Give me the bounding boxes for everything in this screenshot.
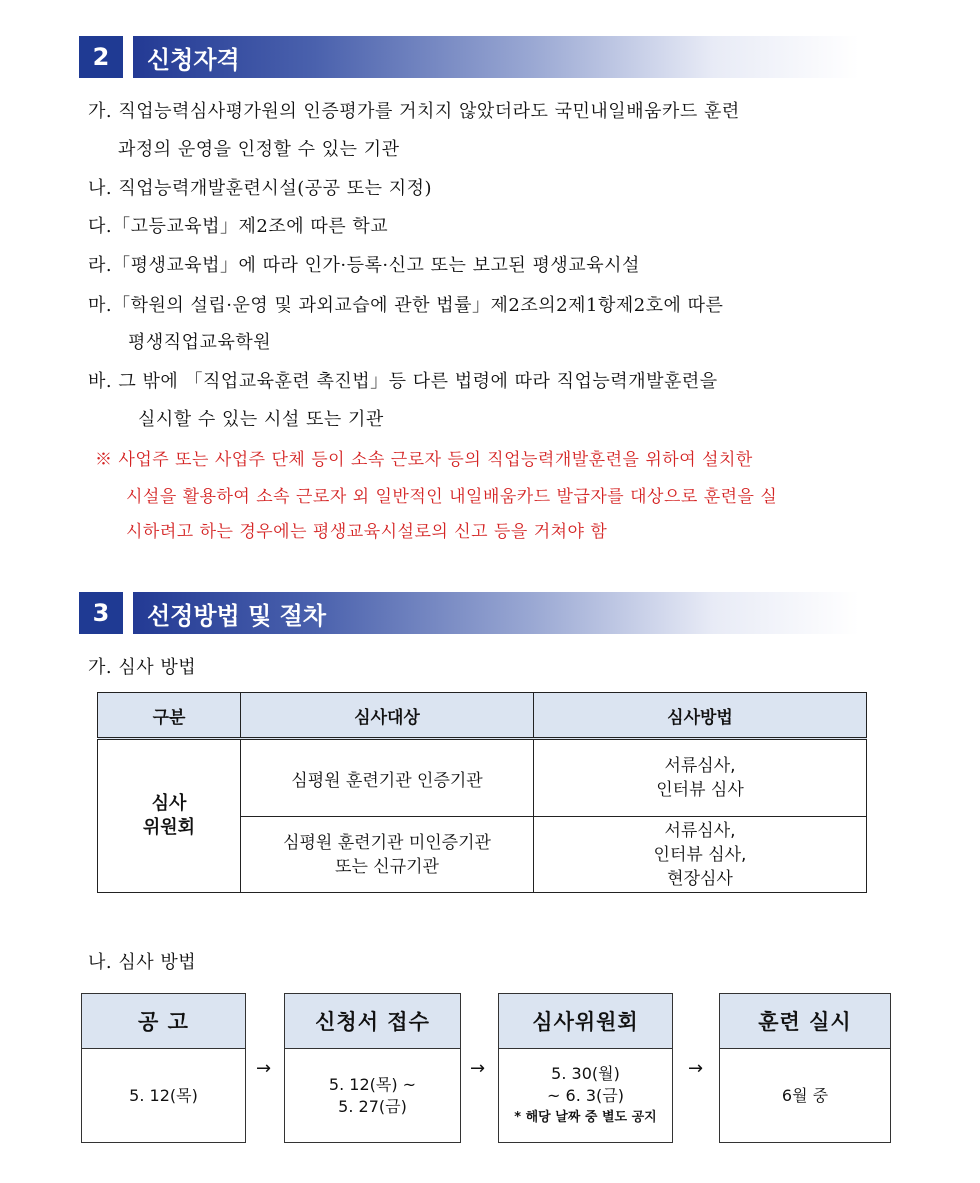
eligibility-item: 라.「평생교육법」에 따라 인가·등록·신고 또는 보고된 평생교육시설 <box>88 255 640 276</box>
flow-step-body <box>82 1049 245 1143</box>
flow-step-body <box>720 1049 890 1143</box>
flow-step-application <box>284 993 461 1143</box>
flow-step-title: 심사위원회 <box>499 994 672 1049</box>
eligibility-item: 나. 직업능력개발훈련시설(공공 또는 지정) <box>88 178 433 199</box>
section-title: 신청자격 <box>133 36 859 78</box>
eligibility-item: 다.「고등교육법」제2조에 따른 학교 <box>88 216 389 237</box>
target-cell: 심평원 훈련기관 인증기관 <box>241 739 534 817</box>
subsection-label: 가. 심사 방법 <box>88 657 197 678</box>
eligibility-item-cont: 과정의 운영을 인정할 수 있는 기관 <box>118 139 400 160</box>
section-2-header <box>79 36 859 78</box>
arrow-icon: → <box>688 1058 704 1079</box>
method-cell: 서류심사, 인터뷰 심사 <box>534 739 867 817</box>
eligibility-item: 바. 그 밖에 「직업교육훈련 촉진법」등 다른 법령에 따라 직업능력개발훈련을 <box>88 371 718 392</box>
flow-step-title: 신청서 접수 <box>285 994 460 1049</box>
subsection-label: 나. 심사 방법 <box>88 952 197 973</box>
note-line: 시하려고 하는 경우에는 평생교육시설로의 신고 등을 거쳐야 함 <box>126 522 608 542</box>
flow-step-announcement <box>81 993 246 1143</box>
flow-step-date: 5. 12(목) ~ 5. 27(금) <box>328 1075 417 1116</box>
target-cell: 심평원 훈련기관 미인증기관 또는 신규기관 <box>241 817 534 893</box>
section-title: 선정방법 및 절차 <box>133 592 859 634</box>
section-number: 3 <box>79 592 123 634</box>
header-category: 구분 <box>98 693 241 739</box>
note-line: 시설을 활용하여 소속 근로자 외 일반적인 내일배움카드 발급자를 대상으로 훈련을 실 <box>126 487 778 507</box>
flow-step-date: 5. 12(목) <box>129 1086 198 1105</box>
arrow-icon: → <box>470 1058 486 1079</box>
eligibility-item-cont: 평생직업교육학원 <box>128 332 272 353</box>
flow-step-date: 6월 중 <box>781 1086 829 1105</box>
section-number: 2 <box>79 36 123 78</box>
arrow-icon: → <box>256 1058 272 1079</box>
eligibility-item: 가. 직업능력심사평가원의 인증평가를 거치지 않았더라도 국민내일배움카드 훈련 <box>88 101 740 122</box>
header-method: 심사방법 <box>534 693 867 739</box>
flow-step-body <box>499 1049 672 1143</box>
flow-step-title: 훈련 실시 <box>720 994 890 1049</box>
eligibility-item: 마.「학원의 설립·운영 및 과외교습에 관한 법률」제2조의2제1항제2호에 따른 <box>88 295 724 316</box>
method-cell: 서류심사, 인터뷰 심사, 현장심사 <box>534 817 867 893</box>
eligibility-item-cont: 실시할 수 있는 시설 또는 기관 <box>138 409 384 430</box>
flow-step-committee <box>498 993 673 1143</box>
flow-step-training <box>719 993 891 1143</box>
review-method-table <box>97 692 867 893</box>
note-line: ※ 사업주 또는 사업주 단체 등이 소속 근로자 등의 직업능력개발훈련을 위하여 설치한 <box>95 450 753 470</box>
group-cell: 심사 위원회 <box>98 739 241 893</box>
flow-step-note: * 해당 날짜 중 별도 공지 <box>514 1110 657 1125</box>
header-target: 심사대상 <box>241 693 534 739</box>
flow-step-body <box>285 1049 460 1143</box>
flow-step-date: 5. 30(월) ~ 6. 3(금) <box>547 1064 624 1105</box>
section-3-header <box>79 592 859 634</box>
flow-step-title: 공 고 <box>82 994 245 1049</box>
